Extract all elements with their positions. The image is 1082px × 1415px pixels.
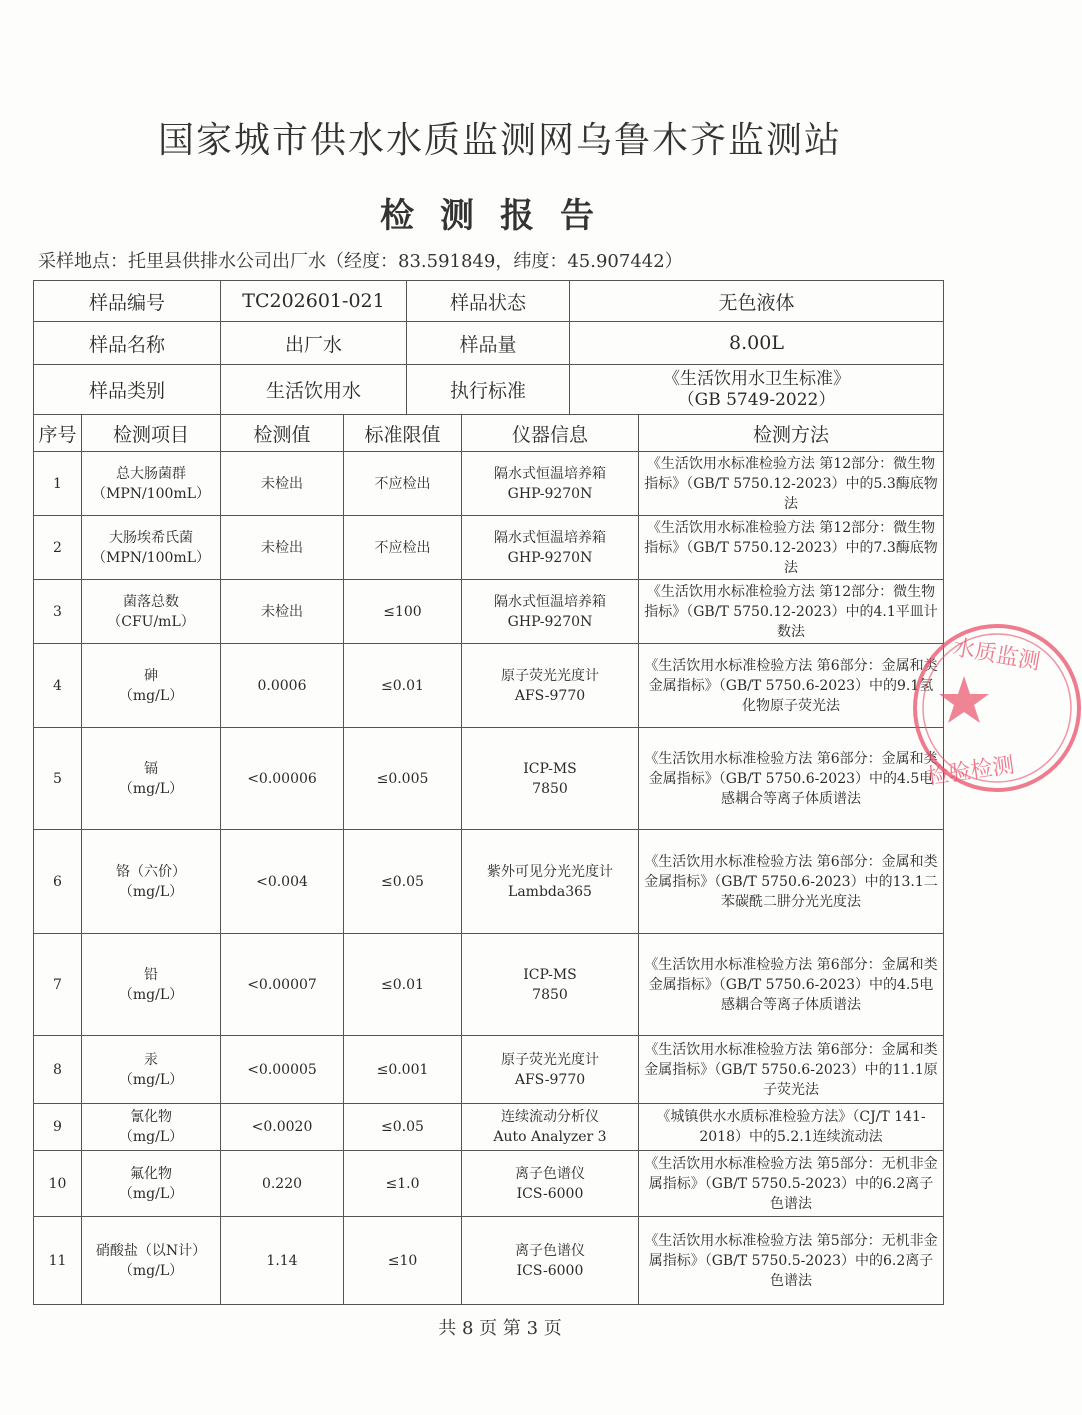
row-instrument-model: ICS-6000 [516,1262,584,1279]
row-method: 《生活饮用水标准检验方法 第6部分：金属和类金属指标》（GB/T 5750.6-2023）中的13.1二苯碳酰二肼分光光度法 [639,830,944,934]
sample-state-label: 样品状态 [407,281,570,322]
row-instrument-name: 隔水式恒温培养箱 [494,593,606,610]
row-item-unit: （mg/L） [118,883,184,900]
row-instrument-model: Lambda365 [508,883,592,900]
standard-name: 《生活饮用水卫生标准》 [663,368,850,389]
sample-info-table [33,280,944,415]
table-row [34,580,944,644]
row-limit: 不应检出 [344,452,462,516]
row-instrument [462,830,639,934]
row-instrument-name: ICP-MS [523,966,577,983]
row-instrument-model: GHP-9270N [507,549,593,566]
row-instrument [462,452,639,516]
row-no: 11 [34,1217,82,1305]
sample-name-value: 出厂水 [221,322,407,365]
row-instrument [462,1036,639,1104]
row-instrument-name: 隔水式恒温培养箱 [494,529,606,546]
row-item-unit: （mg/L） [118,986,184,1003]
table-row [34,934,944,1036]
sample-category-value: 生活饮用水 [221,365,407,415]
row-item-unit: （CFU/mL） [107,613,195,630]
row-instrument-name: 原子荧光光度计 [501,1051,599,1068]
row-item-name: 大肠埃希氏菌 [109,529,193,546]
row-value: <0.004 [221,830,344,934]
page-number: 共 8 页 第 3 页 [438,1318,562,1339]
row-item-unit: （mg/L） [118,687,184,704]
row-method: 《生活饮用水标准检验方法 第6部分：金属和类金属指标》（GB/T 5750.6-2023）中的4.5电感耦合等离子体质谱法 [639,728,944,830]
row-instrument-model: GHP-9270N [507,613,593,630]
sample-name-label: 样品名称 [34,322,221,365]
row-no: 2 [34,516,82,580]
row-limit: 不应检出 [344,516,462,580]
row-no: 1 [34,452,82,516]
row-item-name: 氰化物 [130,1109,172,1125]
row-value: 未检出 [221,516,344,580]
row-item [82,1151,221,1217]
sample-state-value: 无色液体 [570,281,944,322]
column-header-method: 检测方法 [639,415,944,452]
row-item-name: 总大肠菌群 [116,465,186,482]
standard-value [570,365,944,415]
row-item [82,1036,221,1104]
row-instrument-name: 原子荧光光度计 [501,667,599,684]
row-value: <0.00007 [221,934,344,1036]
row-method: 《生活饮用水标准检验方法 第12部分：微生物指标》（GB/T 5750.12-2023）中的4.1平皿计数法 [639,580,944,644]
row-no: 5 [34,728,82,830]
row-item-unit: （mg/L） [118,1129,184,1145]
row-method: 《生活饮用水标准检验方法 第12部分：微生物指标》（GB/T 5750.12-2023）中的5.3酶底物法 [639,452,944,516]
row-instrument-model: 7850 [532,986,568,1003]
row-item [82,1217,221,1305]
column-header-value: 检测值 [221,415,344,452]
row-value: 1.14 [221,1217,344,1305]
row-instrument [462,1151,639,1217]
sample-qty-value: 8.00L [570,322,944,365]
row-no: 3 [34,580,82,644]
table-row [34,644,944,728]
row-instrument-name: 紫外可见分光光度计 [487,863,613,880]
standard-code: （GB 5749-2022） [677,389,836,410]
row-item-unit: （mg/L） [118,1071,184,1088]
row-item-unit: （mg/L） [118,1185,184,1202]
row-limit: ≤0.05 [344,830,462,934]
row-item [82,644,221,728]
row-item-name: 砷 [144,667,158,684]
row-item-name: 镉 [144,760,158,777]
row-instrument-model: AFS-9770 [514,687,586,704]
row-item-name: 硝酸盐（以N计） [95,1242,207,1259]
table-row [34,516,944,580]
column-header-item: 检测项目 [82,415,221,452]
row-limit: ≤0.001 [344,1036,462,1104]
row-instrument-model: 7850 [532,780,568,797]
row-limit: ≤0.05 [344,1104,462,1151]
row-method: 《生活饮用水标准检验方法 第6部分：金属和类金属指标》（GB/T 5750.6-2023）中的11.1原子荧光法 [639,1036,944,1104]
row-instrument [462,1104,639,1151]
row-instrument [462,644,639,728]
table-row [34,830,944,934]
row-instrument-name: 离子色谱仪 [515,1165,585,1182]
sampling-location: 采样地点：托里县供排水公司出厂水（经度：83.591849，纬度：45.907442） [38,251,683,272]
row-instrument-name: ICP-MS [523,760,577,777]
report-organization-title: 国家城市供水水质监测网乌鲁木齐监测站 [157,120,842,161]
row-value: 0.0006 [221,644,344,728]
row-instrument [462,580,639,644]
row-limit: ≤100 [344,580,462,644]
row-method: 《生活饮用水标准检验方法 第5部分：无机非金属指标》（GB/T 5750.5-2023）中的6.2离子色谱法 [639,1217,944,1305]
row-instrument-model: AFS-9770 [514,1071,586,1088]
sample-no-value: TC202601-021 [221,281,407,322]
sample-no-label: 样品编号 [34,281,221,322]
row-item-name: 菌落总数 [123,593,179,610]
row-limit: ≤10 [344,1217,462,1305]
report-title: 检测报告 [380,196,620,236]
row-limit: ≤0.01 [344,644,462,728]
row-method: 《城镇供水水质标准检验方法》（CJ/T 141-2018）中的5.2.1连续流动法 [639,1104,944,1151]
row-item-name: 汞 [144,1051,158,1068]
table-row [34,728,944,830]
row-instrument-model: Auto Analyzer 3 [493,1129,607,1145]
row-method: 《生活饮用水标准检验方法 第12部分：微生物指标》（GB/T 5750.12-2023）中的7.3酶底物法 [639,516,944,580]
table-row [34,1036,944,1104]
row-item-unit: （mg/L） [118,780,184,797]
row-item [82,934,221,1036]
row-instrument-name: 连续流动分析仪 [501,1109,599,1125]
row-instrument-model: ICS-6000 [516,1185,584,1202]
column-header-instrument: 仪器信息 [462,415,639,452]
seal-text-top: 水质监测 [950,635,1042,676]
sample-category-label: 样品类别 [34,365,221,415]
table-row [34,1104,944,1151]
row-method: 《生活饮用水标准检验方法 第5部分：无机非金属指标》（GB/T 5750.5-2023）中的6.2离子色谱法 [639,1151,944,1217]
seal-text-bottom: 检验检测 [925,752,1016,790]
row-method: 《生活饮用水标准检验方法 第6部分：金属和类金属指标》（GB/T 5750.6-2023）中的9.1氢化物原子荧光法 [639,644,944,728]
row-value: 未检出 [221,580,344,644]
row-instrument [462,728,639,830]
row-value: <0.0020 [221,1104,344,1151]
row-item [82,830,221,934]
seal-star-icon [939,676,989,723]
row-value: 0.220 [221,1151,344,1217]
row-instrument [462,1217,639,1305]
row-instrument [462,516,639,580]
row-no: 7 [34,934,82,1036]
row-item-unit: （MPN/100mL） [91,485,210,502]
row-item-name: 铬（六价） [116,863,186,880]
row-no: 9 [34,1104,82,1151]
row-item [82,516,221,580]
row-instrument [462,934,639,1036]
row-no: 10 [34,1151,82,1217]
row-value: 未检出 [221,452,344,516]
row-instrument-name: 隔水式恒温培养箱 [494,465,606,482]
row-item-name: 铅 [144,966,158,983]
row-instrument-name: 离子色谱仪 [515,1242,585,1259]
results-table [33,414,944,1305]
sample-qty-label: 样品量 [407,322,570,365]
row-no: 4 [34,644,82,728]
row-method: 《生活饮用水标准检验方法 第6部分：金属和类金属指标》（GB/T 5750.6-2023）中的4.5电感耦合等离子体质谱法 [639,934,944,1036]
row-item [82,580,221,644]
table-row [34,1217,944,1305]
row-limit: ≤1.0 [344,1151,462,1217]
row-value: <0.00006 [221,728,344,830]
row-no: 6 [34,830,82,934]
row-instrument-model: GHP-9270N [507,485,593,502]
table-row [34,452,944,516]
column-header-no: 序号 [34,415,82,452]
row-limit: ≤0.005 [344,728,462,830]
column-header-limit: 标准限值 [344,415,462,452]
standard-label: 执行标准 [407,365,570,415]
row-item [82,1104,221,1151]
row-item [82,728,221,830]
row-item-unit: （mg/L） [118,1262,184,1279]
row-no: 8 [34,1036,82,1104]
row-item-name: 氟化物 [130,1165,172,1182]
table-row [34,1151,944,1217]
row-value: <0.00005 [221,1036,344,1104]
row-item-unit: （MPN/100mL） [91,549,210,566]
row-item [82,452,221,516]
row-limit: ≤0.01 [344,934,462,1036]
